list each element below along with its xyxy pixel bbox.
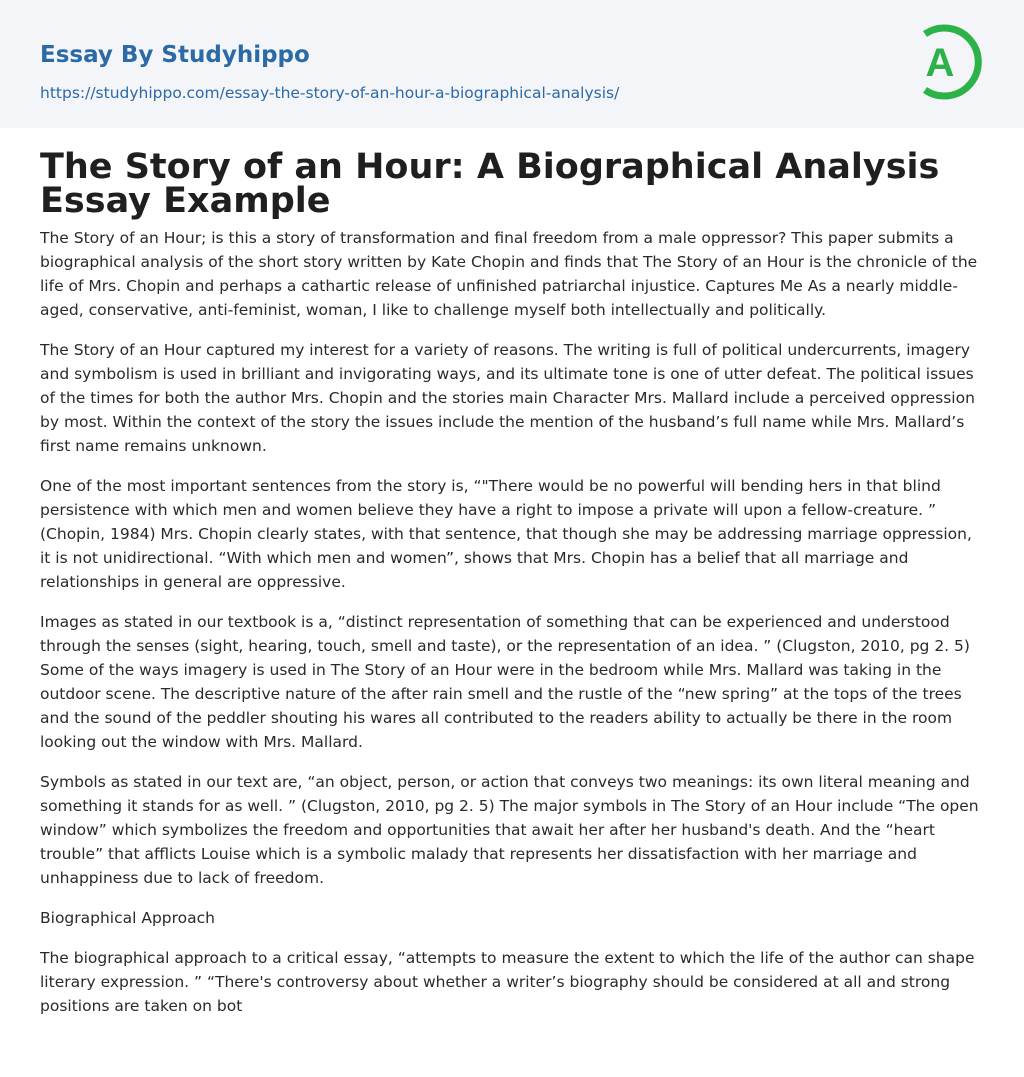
page-title: The Story of an Hour: A Biographical Analysis Essay Example <box>40 147 940 221</box>
site-header <box>0 0 1024 128</box>
article-body <box>0 147 1024 1018</box>
paragraph-2: The Story of an Hour captured my interest for a variety of reasons. The writing is full of political undercurrents, imagery and symbolism is used in brilliant and invigorating ways, and its ultimate tone is one of utter defeat. The political issues of the times for both the author Mrs. Chopin and the stories main Character Mrs. Mallard include a perceived oppression by most. Within the context of the story the issues include the mention of the husband’s full name while Mrs. Mallard’s first name remains unknown. <box>40 341 975 455</box>
paragraph-6: The biographical approach to a critical essay, “attempts to measure the extent to which the life of the author can shape literary expression. ” “There's controversy about whether a writer’s biography should be considered at all and strong positions are taken on bot <box>40 949 975 1015</box>
paragraph-5: Symbols as stated in our text are, “an object, person, or action that conveys two meanings: its own literal meaning and something it stands for as well. ” (Clugston, 2010, pg 2. 5) The major symbols in The Story of an Hour include “The open window” which symbolizes the freedom and opportunities that await her after her husband's death. And the “heart trouble” that afflicts Louise which is a symbolic malady that represents her dissatisfaction with her marriage and unhappiness due to lack of freedom. <box>40 773 979 887</box>
logo-letter: A <box>925 41 955 85</box>
paragraph-3: One of the most important sentences from the story is, “"There would be no powerful will bending hers in that blind persistence with which men and women believe they have a right to impose a private will upon a fellow-creature. ” (Chopin, 1984) Mrs. Chopin clearly states, with that sentence, that though she may be addressing marriage oppression, it is not unidirectional. “With which men and women”, shows that Mrs. Chopin has a belief that all marriage and relationships in general are oppressive. <box>40 477 972 591</box>
site-brand[interactable]: Essay By Studyhippo <box>40 42 310 68</box>
paragraph-1: The Story of an Hour; is this a story of transformation and final freedom from a male oppressor? This paper submits a biographical analysis of the short story written by Kate Chopin and finds that The Story of an Hour is the chronicle of the life of Mrs. Chopin and perhaps a cathartic release of unfinished patriarchal injustice. Captures Me As a nearly middle-aged, conservative, anti-feminist, woman, I like to challenge myself both intellectually and politically. <box>40 229 978 319</box>
paragraph-4: Images as stated in our textbook is a, “distinct representation of something that can be experienced and understood through the senses (sight, hearing, touch, smell and taste), or the representation of an idea. ” (Clugston, 2010, pg 2. 5) Some of the ways imagery is used in The Story of an Hour were in the bedroom while Mrs. Mallard was taking in the outdoor scene. The descriptive nature of the after rain smell and the rustle of the “new spring” at the tops of the trees and the sound of the peddler shouting his wares all contributed to the readers ability to actually be there in the room looking out the window with Mrs. Mallard. <box>40 613 970 751</box>
studyhippo-logo-icon[interactable] <box>913 20 985 104</box>
essay-url-link[interactable]: https://studyhippo.com/essay-the-story-of-an-hour-a-biographical-analysis/ <box>40 84 620 102</box>
section-heading-biographical-approach: Biographical Approach <box>40 909 215 927</box>
